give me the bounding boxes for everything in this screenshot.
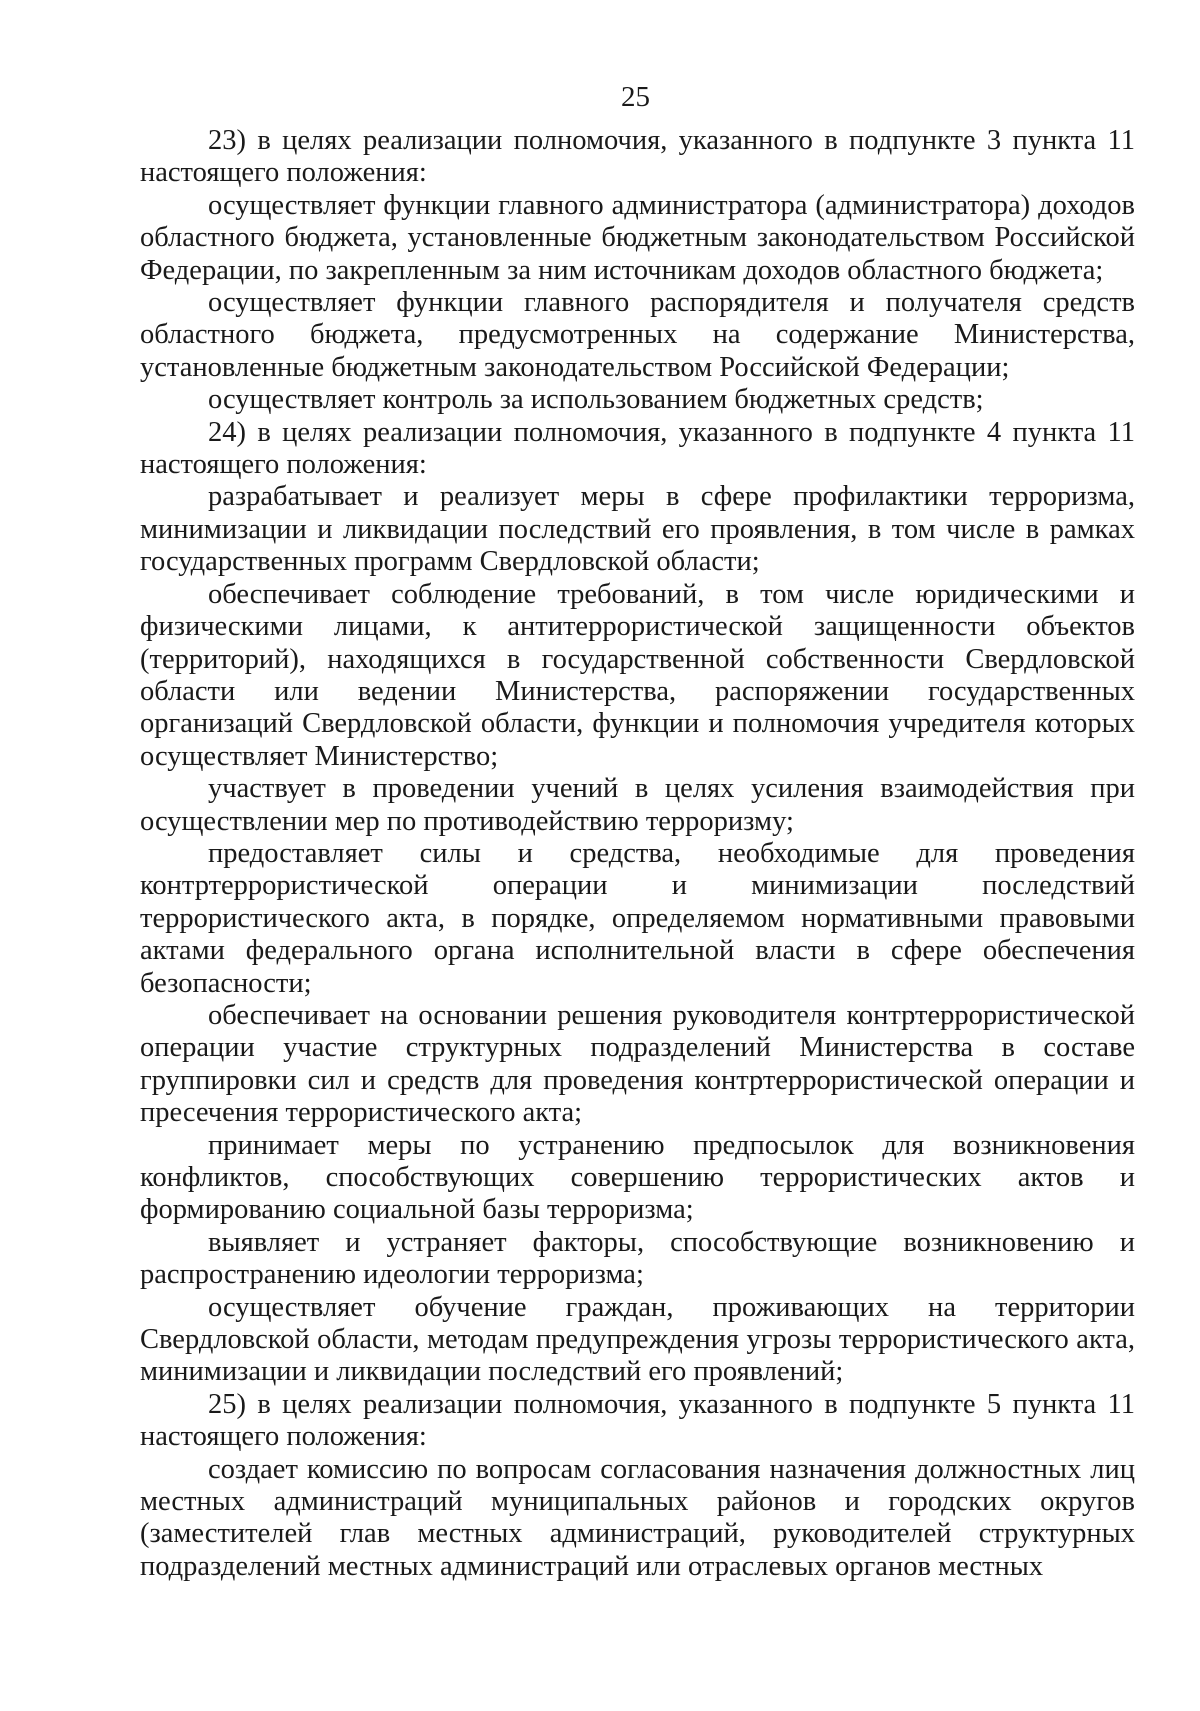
paragraph-forces-provision: предоставляет силы и средства, необходимые для проведения контртеррористической операции и минимизации последствий террористического акта, в порядке, определяемом нормативными правовыми актами федерального органа исполнительной власти в сфере обеспечения безопасности; xyxy=(140,837,1135,999)
page-number: 25 xyxy=(621,81,650,113)
paragraph-ideology-factors: выявляет и устраняет факторы, способствующие возникновению и распространению идеологии терроризма; xyxy=(140,1226,1135,1291)
paragraph-budget-manager: осуществляет функции главного распорядителя и получателя средств областного бюджета, предусмотренных на содержание Министерства, установленные бюджетным законодательством Российской Федерации; xyxy=(140,287,1135,383)
paragraph-commission: создает комиссию по вопросам согласования назначения должностных лиц местных администраций муниципальных районов и городских округов (заместителей глав местных администраций, руководителей структурных подразделений местных администраций или отраслевых органов местных xyxy=(140,1453,1135,1582)
paragraph-revenue-administrator: осуществляет функции главного администратора (администратора) доходов областного бюджета, установленные бюджетным законодательством Российской Федерации, по закрепленным за ним источникам доходов областного бюджета; xyxy=(140,189,1135,286)
paragraph-25-intro: 25) в целях реализации полномочия, указанного в подпункте 5 пункта 11 настоящего положения: xyxy=(140,1388,1135,1453)
paragraph-citizen-training: осуществляет обучение граждан, проживающих на территории Свердловской области, методам предупреждения угрозы террористического акта, минимизации и ликвидации последствий его проявлений; xyxy=(140,1291,1135,1388)
paragraph-budget-control: осуществляет контроль за использованием бюджетных средств; xyxy=(208,384,984,416)
paragraph-24-intro: 24) в целях реализации полномочия, указанного в подпункте 4 пункта 11 настоящего положения: xyxy=(140,416,1135,481)
paragraph-conflict-prevention: принимает меры по устранению предпосылок для возникновения конфликтов, способствующих совершению террористических актов и формированию социальной базы терроризма; xyxy=(140,1129,1135,1226)
paragraph-23-intro: 23) в целях реализации полномочия, указанного в подпункте 3 пункта 11 настоящего положения: xyxy=(140,125,1135,189)
paragraph-exercises: участвует в проведении учений в целях усиления взаимодействия при осуществлении мер по противодействию терроризму; xyxy=(140,773,1135,837)
paragraph-terrorism-prevention: разрабатывает и реализует меры в сфере профилактики терроризма, минимизации и ликвидации последствий его проявления, в том числе в рамках государственных программ Свердловской области; xyxy=(140,481,1135,578)
paragraph-counterterror-operation: обеспечивает на основании решения руководителя контртеррористической операции участие структурных подразделений Министерства в составе группировки сил и средств для проведения контртеррористической операции и пресечения террористического акта; xyxy=(140,999,1135,1129)
paragraph-antiterror-protection: обеспечивает соблюдение требований, в том числе юридическими и физическими лицами, к антитеррористической защищенности объектов (территорий), находящихся в государственной собственности Свердловской области или ведении Министерства, распоряжении государственных организаций Свердловской области, функции и полномочия учредителя которых осуществляет Министерство; xyxy=(140,578,1135,772)
document-body xyxy=(140,125,1135,1583)
